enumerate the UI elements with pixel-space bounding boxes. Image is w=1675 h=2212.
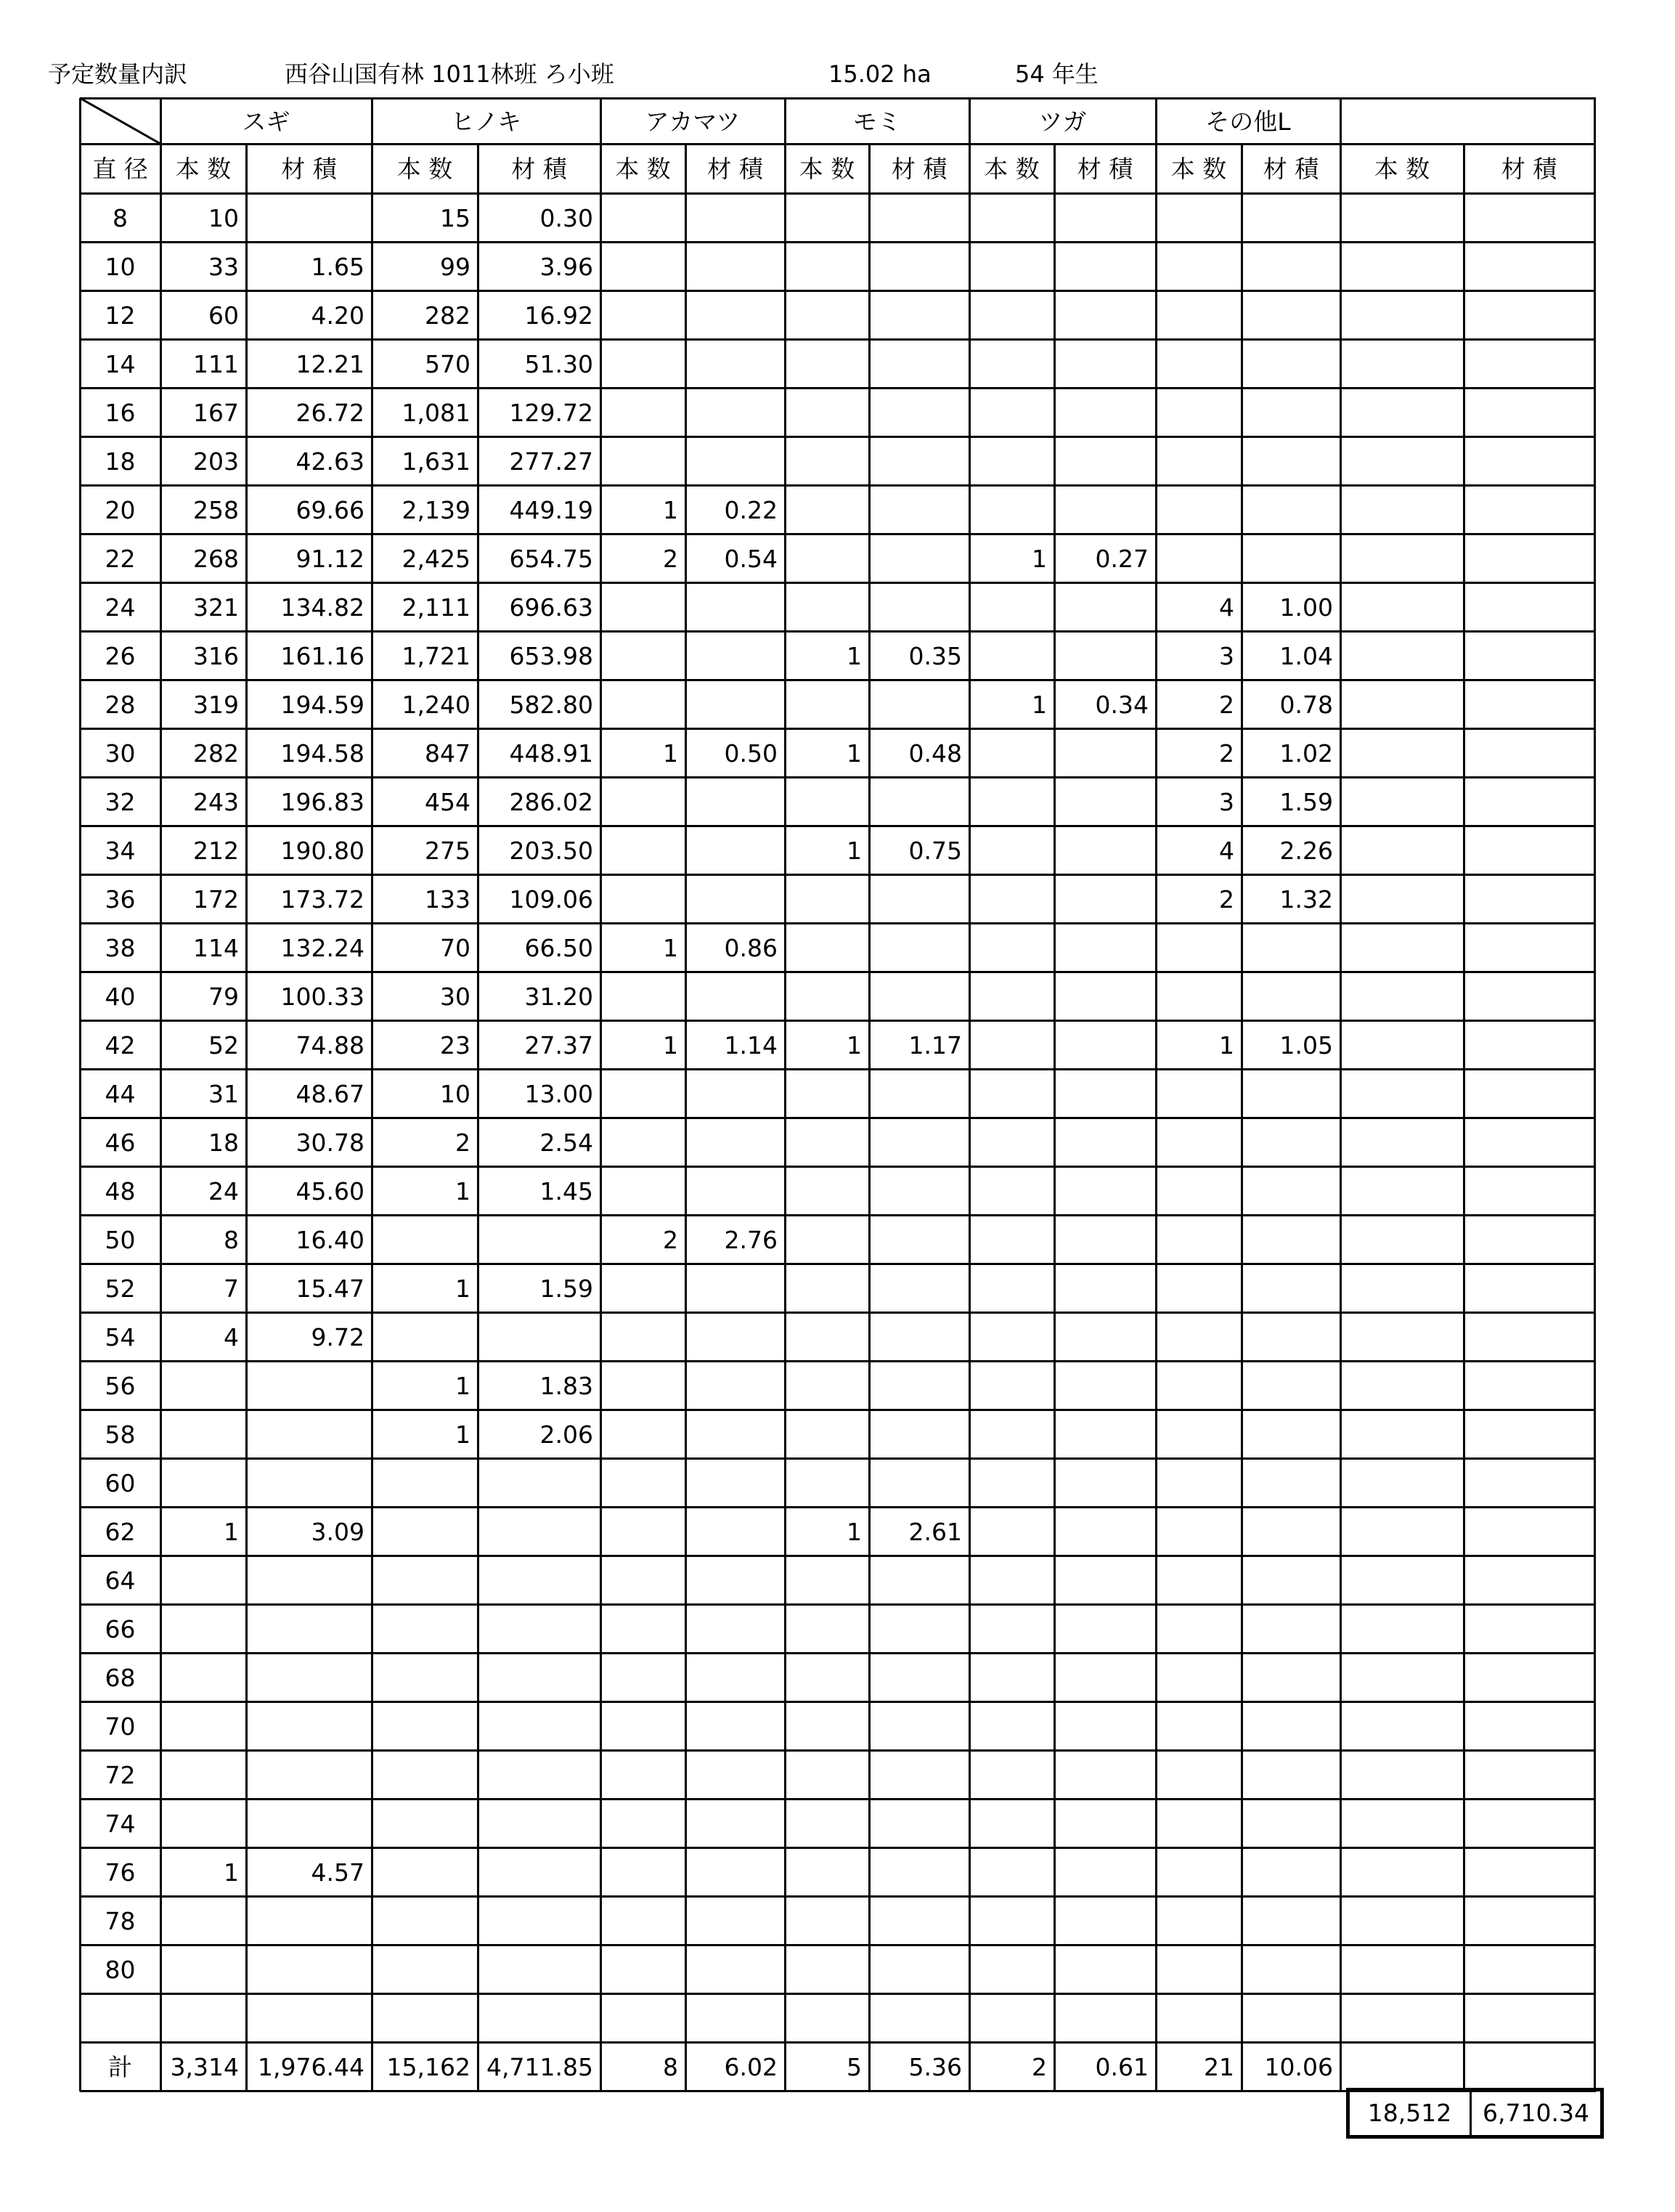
diameter-cell: 8 <box>113 204 128 232</box>
value-cell: 79 <box>208 983 239 1011</box>
value-cell: 1.17 <box>908 1031 962 1060</box>
value-cell: 10 <box>208 204 239 232</box>
value-cell: 4 <box>1219 837 1234 865</box>
forest-location: 西谷山国有林 1011林班 ろ小班 <box>285 60 614 88</box>
value-cell: 2 <box>1219 739 1234 768</box>
value-cell: 91.12 <box>296 545 364 573</box>
diameter-cell: 16 <box>105 399 136 427</box>
value-cell: 1.65 <box>311 253 364 281</box>
value-cell: 27.37 <box>524 1031 593 1060</box>
value-cell: 1 <box>847 739 862 768</box>
volume-header: 材 積 <box>891 155 947 183</box>
diameter-cell: 38 <box>105 934 136 962</box>
value-cell: 48.67 <box>296 1080 364 1108</box>
value-cell: 286.02 <box>509 788 593 816</box>
value-cell: 1,081 <box>402 399 470 427</box>
value-cell: 1 <box>1219 1031 1234 1060</box>
value-cell: 0.78 <box>1279 691 1333 719</box>
diameter-cell: 40 <box>105 983 136 1011</box>
value-cell: 1 <box>455 1177 470 1205</box>
value-cell: 282 <box>193 739 239 768</box>
value-cell: 2 <box>663 545 678 573</box>
value-cell: 1 <box>1032 545 1047 573</box>
value-cell: 282 <box>425 301 470 330</box>
value-cell: 114 <box>193 934 239 962</box>
value-cell: 2 <box>1219 885 1234 914</box>
value-cell: 2,111 <box>402 593 470 622</box>
value-cell: 0.75 <box>908 837 962 865</box>
stand-age: 54 年生 <box>1015 60 1099 88</box>
value-cell: 3 <box>1219 642 1234 670</box>
value-cell: 1 <box>847 1031 862 1060</box>
diameter-header: 直 径 <box>92 155 148 183</box>
diameter-cell: 10 <box>105 253 136 281</box>
value-cell: 1 <box>224 1518 239 1546</box>
count-header: 本 数 <box>615 155 671 183</box>
value-cell: 1 <box>663 934 678 962</box>
value-cell: 26.72 <box>296 399 364 427</box>
diameter-cell: 22 <box>105 545 136 573</box>
value-cell: 52 <box>208 1031 239 1060</box>
count-header: 本 数 <box>984 155 1040 183</box>
species-header: ヒノキ <box>450 107 522 136</box>
value-cell: 203 <box>193 447 239 476</box>
value-cell: 847 <box>425 739 470 768</box>
value-cell: 1.14 <box>724 1031 778 1060</box>
diameter-cell: 36 <box>105 885 136 914</box>
value-cell: 1 <box>847 837 862 865</box>
total-cell: 5.36 <box>908 2053 962 2081</box>
document-title: 予定数量内訳 <box>48 60 188 88</box>
value-cell: 7 <box>224 1274 239 1303</box>
diameter-cell: 52 <box>105 1274 136 1303</box>
value-cell: 2 <box>455 1129 470 1157</box>
value-cell: 212 <box>193 837 239 865</box>
value-cell: 111 <box>193 350 239 378</box>
diameter-cell: 28 <box>105 691 136 719</box>
value-cell: 42.63 <box>296 447 364 476</box>
count-header: 本 数 <box>396 155 453 183</box>
value-cell: 31 <box>208 1080 239 1108</box>
diameter-cell: 66 <box>105 1615 136 1643</box>
value-cell: 582.80 <box>509 691 593 719</box>
diameter-cell: 12 <box>105 301 136 330</box>
value-cell: 2,139 <box>402 496 470 524</box>
value-cell: 30.78 <box>296 1129 364 1157</box>
value-cell: 15.47 <box>296 1274 364 1303</box>
value-cell: 0.35 <box>908 642 962 670</box>
grand-total-count: 18,512 <box>1367 2099 1452 2127</box>
grand-total-volume: 6,710.34 <box>1483 2099 1589 2127</box>
value-cell: 190.80 <box>280 837 364 865</box>
value-cell: 1.32 <box>1279 885 1333 914</box>
value-cell: 74.88 <box>296 1031 364 1060</box>
value-cell: 1.59 <box>539 1274 593 1303</box>
value-cell: 1.83 <box>539 1372 593 1400</box>
value-cell: 30 <box>440 983 470 1011</box>
value-cell: 196.83 <box>280 788 364 816</box>
volume-header: 材 積 <box>707 155 763 183</box>
species-header: モミ <box>853 107 901 136</box>
value-cell: 203.50 <box>509 837 593 865</box>
value-cell: 2.54 <box>539 1129 593 1157</box>
value-cell: 33 <box>208 253 239 281</box>
value-cell: 2 <box>1219 691 1234 719</box>
diameter-cell: 46 <box>105 1129 136 1157</box>
value-cell: 129.72 <box>509 399 593 427</box>
value-cell: 161.16 <box>280 642 364 670</box>
diameter-cell: 74 <box>105 1810 136 1838</box>
diameter-cell: 54 <box>105 1323 136 1351</box>
value-cell: 243 <box>193 788 239 816</box>
value-cell: 9.72 <box>311 1323 364 1351</box>
value-cell: 134.82 <box>280 593 364 622</box>
total-cell: 0.61 <box>1095 2053 1149 2081</box>
value-cell: 268 <box>193 545 239 573</box>
value-cell: 0.27 <box>1095 545 1149 573</box>
diameter-cell: 68 <box>105 1664 136 1692</box>
value-cell: 2.06 <box>539 1420 593 1449</box>
value-cell: 194.59 <box>280 691 364 719</box>
value-cell: 18 <box>208 1129 239 1157</box>
diameter-cell: 56 <box>105 1372 136 1400</box>
value-cell: 167 <box>193 399 239 427</box>
total-cell: 15,162 <box>386 2053 470 2081</box>
diameter-cell: 42 <box>105 1031 136 1060</box>
total-cell: 8 <box>663 2053 678 2081</box>
value-cell: 0.34 <box>1095 691 1149 719</box>
value-cell: 1 <box>663 496 678 524</box>
value-cell: 60 <box>208 301 239 330</box>
value-cell: 1.05 <box>1279 1031 1333 1060</box>
diameter-cell: 64 <box>105 1566 136 1595</box>
value-cell: 2,425 <box>402 545 470 573</box>
diameter-cell: 18 <box>105 447 136 476</box>
value-cell: 654.75 <box>509 545 593 573</box>
value-cell: 1 <box>847 1518 862 1546</box>
value-cell: 172 <box>193 885 239 914</box>
diameter-cell: 70 <box>105 1712 136 1741</box>
value-cell: 16.40 <box>296 1226 364 1254</box>
value-cell: 132.24 <box>280 934 364 962</box>
value-cell: 2 <box>663 1226 678 1254</box>
value-cell: 2.76 <box>724 1226 778 1254</box>
value-cell: 653.98 <box>509 642 593 670</box>
value-cell: 173.72 <box>280 885 364 914</box>
value-cell: 1 <box>455 1274 470 1303</box>
value-cell: 4 <box>1219 593 1234 622</box>
value-cell: 1 <box>1032 691 1047 719</box>
total-cell: 1,976.44 <box>258 2053 364 2081</box>
diameter-cell: 26 <box>105 642 136 670</box>
value-cell: 1,240 <box>402 691 470 719</box>
value-cell: 3.09 <box>311 1518 364 1546</box>
value-cell: 100.33 <box>280 983 364 1011</box>
value-cell: 1,721 <box>402 642 470 670</box>
value-cell: 3 <box>1219 788 1234 816</box>
value-cell: 1.04 <box>1279 642 1333 670</box>
value-cell: 1 <box>455 1372 470 1400</box>
diameter-cell: 80 <box>105 1956 136 1984</box>
count-header: 本 数 <box>1374 155 1430 183</box>
value-cell: 275 <box>425 837 470 865</box>
diameter-cell: 78 <box>105 1907 136 1935</box>
value-cell: 277.27 <box>509 447 593 476</box>
total-cell: 4,711.85 <box>486 2053 593 2081</box>
value-cell: 45.60 <box>296 1177 364 1205</box>
value-cell: 109.06 <box>509 885 593 914</box>
species-header: その他L <box>1205 107 1291 136</box>
diameter-cell: 14 <box>105 350 136 378</box>
value-cell: 12.21 <box>296 350 364 378</box>
volume-header: 材 積 <box>1501 155 1557 183</box>
value-cell: 0.30 <box>539 204 593 232</box>
value-cell: 8 <box>224 1226 239 1254</box>
value-cell: 24 <box>208 1177 239 1205</box>
value-cell: 10 <box>440 1080 470 1108</box>
value-cell: 1 <box>663 739 678 768</box>
value-cell: 16.92 <box>524 301 593 330</box>
volume-header: 材 積 <box>1263 155 1319 183</box>
value-cell: 1.00 <box>1279 593 1333 622</box>
value-cell: 448.91 <box>509 739 593 768</box>
species-header: スギ <box>242 107 290 136</box>
value-cell: 258 <box>193 496 239 524</box>
value-cell: 4 <box>224 1323 239 1351</box>
value-cell: 1.02 <box>1279 739 1333 768</box>
value-cell: 66.50 <box>524 934 593 962</box>
total-cell: 21 <box>1204 2053 1234 2081</box>
value-cell: 1 <box>847 642 862 670</box>
value-cell: 70 <box>440 934 470 962</box>
total-cell: 2 <box>1032 2053 1047 2081</box>
value-cell: 321 <box>193 593 239 622</box>
total-label: 計 <box>108 2053 132 2081</box>
diameter-cell: 58 <box>105 1420 136 1449</box>
value-cell: 69.66 <box>296 496 364 524</box>
value-cell: 0.48 <box>908 739 962 768</box>
value-cell: 1,631 <box>402 447 470 476</box>
value-cell: 2.61 <box>908 1518 962 1546</box>
value-cell: 99 <box>440 253 470 281</box>
value-cell: 2.26 <box>1279 837 1333 865</box>
value-cell: 51.30 <box>524 350 593 378</box>
value-cell: 1 <box>455 1420 470 1449</box>
total-cell: 5 <box>847 2053 862 2081</box>
value-cell: 133 <box>425 885 470 914</box>
value-cell: 0.50 <box>724 739 778 768</box>
diameter-cell: 32 <box>105 788 136 816</box>
diameter-cell: 60 <box>105 1469 136 1497</box>
diameter-cell: 30 <box>105 739 136 768</box>
species-header: ツガ <box>1038 107 1087 136</box>
total-cell: 6.02 <box>724 2053 778 2081</box>
value-cell: 0.22 <box>724 496 778 524</box>
count-header: 本 数 <box>175 155 232 183</box>
value-cell: 4.20 <box>311 301 364 330</box>
diameter-cell: 24 <box>105 593 136 622</box>
value-cell: 1 <box>224 1858 239 1887</box>
volume-header: 材 積 <box>281 155 337 183</box>
total-cell: 3,314 <box>170 2053 239 2081</box>
value-cell: 1.45 <box>539 1177 593 1205</box>
volume-header: 材 積 <box>511 155 567 183</box>
area-value: 15.02 ha <box>828 60 932 88</box>
value-cell: 319 <box>193 691 239 719</box>
count-header: 本 数 <box>799 155 855 183</box>
value-cell: 3.96 <box>539 253 593 281</box>
value-cell: 13.00 <box>524 1080 593 1108</box>
value-cell: 23 <box>440 1031 470 1060</box>
value-cell: 4.57 <box>311 1858 364 1887</box>
diameter-cell: 48 <box>105 1177 136 1205</box>
species-header: アカマツ <box>645 107 741 136</box>
diameter-cell: 44 <box>105 1080 136 1108</box>
diameter-cell: 50 <box>105 1226 136 1254</box>
value-cell: 1 <box>663 1031 678 1060</box>
total-cell: 10.06 <box>1264 2053 1333 2081</box>
value-cell: 0.54 <box>724 545 778 573</box>
diameter-cell: 34 <box>105 837 136 865</box>
value-cell: 0.86 <box>724 934 778 962</box>
value-cell: 454 <box>425 788 470 816</box>
diameter-cell: 76 <box>105 1858 136 1887</box>
count-header: 本 数 <box>1170 155 1227 183</box>
value-cell: 31.20 <box>524 983 593 1011</box>
diameter-cell: 20 <box>105 496 136 524</box>
diameter-cell: 62 <box>105 1518 136 1546</box>
value-cell: 449.19 <box>509 496 593 524</box>
diameter-cell: 72 <box>105 1761 136 1789</box>
value-cell: 570 <box>425 350 470 378</box>
value-cell: 1.59 <box>1279 788 1333 816</box>
value-cell: 194.58 <box>280 739 364 768</box>
value-cell: 316 <box>193 642 239 670</box>
volume-header: 材 積 <box>1077 155 1133 183</box>
value-cell: 15 <box>440 204 470 232</box>
value-cell: 696.63 <box>509 593 593 622</box>
